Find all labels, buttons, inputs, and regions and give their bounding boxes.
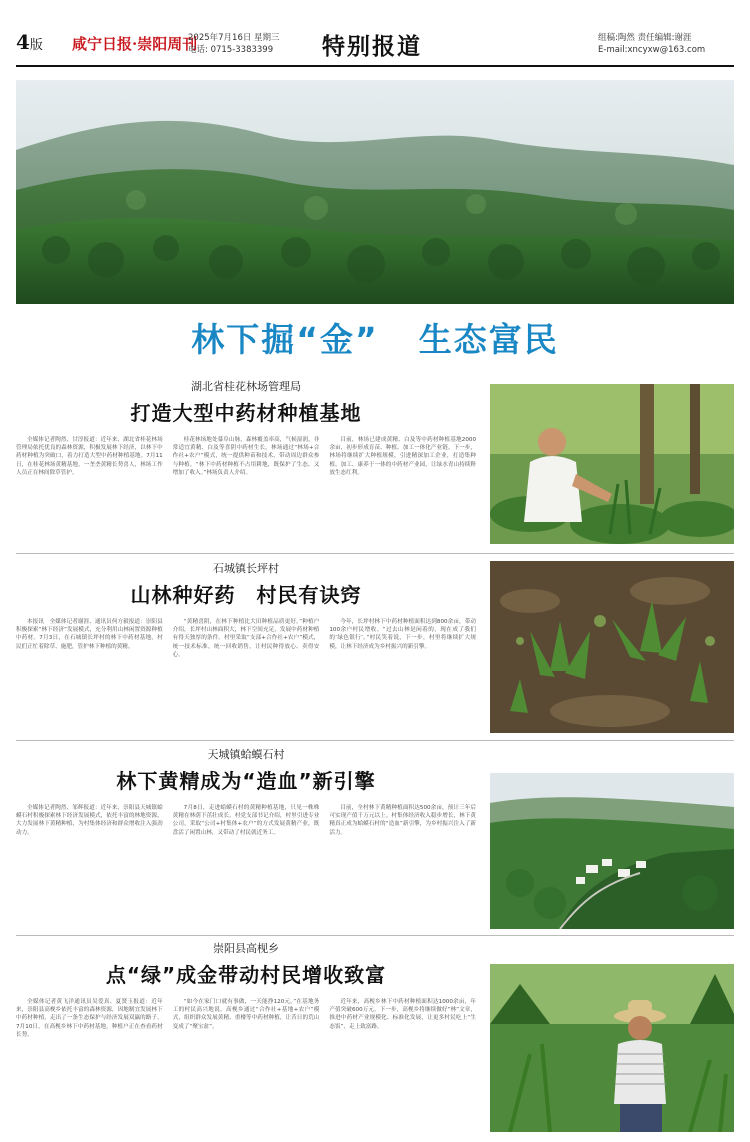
article-body	[16, 998, 476, 1134]
main-headline-part1: 林下掘“金”	[191, 320, 379, 359]
article-kicker: 石城镇长坪村	[213, 562, 279, 575]
farmer-with-hat-photo	[490, 964, 734, 1132]
body-text: 今年，长坪村林下中药材种植面积达到800余亩，带动100余户村民增收。“过去山林是闲着的，现在成了我们的‘绿色银行’。”村民笑着说，下一步，村里将继续扩大规模，让林下经济成为乡村振兴的新引擎。	[329, 619, 477, 650]
page-number: 4版	[16, 30, 43, 54]
section-divider	[16, 740, 734, 741]
article-kicker: 崇阳县高枧乡	[213, 942, 279, 955]
section-divider	[16, 553, 734, 554]
inspector-in-field-photo	[490, 384, 734, 544]
article-headline: 林下黄精成为“造血”新引擎	[116, 769, 376, 793]
photo-forest-floor	[490, 561, 734, 733]
masthead-meta	[188, 32, 280, 56]
body-text: “黄精喜阴，在林下种植比大田种植品质更好。”种植户介绍，长坪村山林面积大，林下空间充足，发展中药材种植有得天独厚的条件。村里采取“支部+合作社+农户”模式，统一技术标准，统一回收销售，让村民种得放心、卖得安心。	[172, 619, 320, 658]
body-text: 全媒体记者黄飞洋通讯员吴爱真、夏贤玉报道：近年来，崇阳县高枧乡依托丰富的森林资源，因地制宜发展林下中药材种植，走出了一条生态保护与经济发展双赢的路子。7月10日，在高枧乡林下中药材基地，种植户正在查看药材长势。	[16, 999, 163, 1038]
body-text: 本报讯 全媒体记者谢涯、通讯员何方毅报道：崇阳县积极探索“林下经济”发展模式，充分利用山林闲置资源种植中药材。7月3日，在石城镇长坪村的林下中药材基地，村民们正忙着除草、施肥，管护林下种植的黄精。	[16, 619, 163, 650]
article-headline: 点“绿”成金带动村民增收致富	[105, 963, 387, 987]
editors-line: 组稿:陶然 责任编辑:谢涯	[598, 33, 692, 43]
photo-farmer	[490, 964, 734, 1132]
body-text: 目前，全村林下黄精种植面积达500余亩，预计三年后可实现产值千万元以上。村集体经济收入稳步增长，林下黄精真正成为蛤蟆石村的“造血”新引擎，为乡村振兴注入了新活力。	[329, 805, 477, 836]
phone: 电话: 0715-3383399	[188, 45, 274, 55]
forest-hills-photo	[16, 80, 734, 304]
header-rule	[16, 65, 734, 67]
article-hamashi-village	[16, 746, 476, 914]
masthead	[0, 0, 750, 70]
body-text: 目前，林场已建成黄精、白及等中药材种植基地2000余亩，初步形成育苗、种植、加工一体化产业链。下一步，林场将继续扩大种植规模，引进精深加工企业，打造集种植、加工、康养于一体的中药材产业园，让绿水青山持续释放生态红利。	[329, 437, 477, 476]
article-kicker: 天城镇蛤蟆石村	[207, 748, 285, 761]
article-headline: 山林种好药 村民有诀窍	[130, 583, 362, 607]
article-headline: 打造大型中药材种植基地	[130, 401, 362, 425]
body-text: “如今在家门口就有事做，一天能挣120元。”在基地务工的村民高兴地说。高枧乡通过“合作社+基地+农户”模式，组织群众发展黄精、重楼等中药材种植，让昔日的荒山变成了“聚宝盆”。	[172, 999, 320, 1030]
paper-name: 咸宁日报·崇阳周刊	[72, 35, 198, 53]
article-changping-village	[16, 560, 476, 746]
section-title: 特别报道	[322, 34, 422, 60]
article-body	[16, 618, 476, 746]
article-kicker: 湖北省桂花林场管理局	[191, 380, 301, 393]
forest-floor-herbs-photo	[490, 561, 734, 733]
photo-inspector	[490, 384, 734, 544]
article-body	[16, 436, 476, 560]
main-headline-part2: 生态富民	[418, 320, 559, 359]
main-headline	[16, 314, 734, 361]
body-text: 全媒体记者陶然、邹辉报道：近年来，崇阳县天城镇蛤蟆石村积极探索林下经济发展模式，依托丰富的林地资源，大力发展林下黄精种植，为村集体经济和群众增收注入强劲动力。	[16, 805, 163, 836]
editors-info	[598, 32, 705, 56]
body-text: 桂花林场地处幕阜山脉，森林覆盖率高，气候湿润，非常适宜黄精、白及等喜阴中药材生长。林场通过“林场+合作社+农户”模式，统一提供种苗和技术，带动周边群众参与种植。“林下中药材种植不占用耕地，既保护了生态，又增加了收入。”林场负责人介绍。	[172, 437, 320, 476]
issue-date: 2025年7月16日 星期三	[188, 33, 280, 43]
body-text: 近年来，高枧乡林下中药材种植面积达1000余亩，年产值突破600万元。下一步，高枧乡将继续做好“林”文章，推进中药材产业规模化、标准化发展，让更多村民吃上“生态饭”，走上致富路。	[329, 999, 477, 1030]
article-guihua-forest	[16, 378, 476, 560]
article-gaojian-township	[16, 940, 476, 1134]
email-line: E-mail:xncyxw@163.com	[598, 45, 706, 55]
section-divider	[16, 935, 734, 936]
body-text: 全媒体记者陶然、甘淳报道：近年来，湖北省桂花林场管理局依托优良的森林资源，积极发展林下经济，以林下中药材种植为突破口，着力打造大型中药材种植基地。7月11日，在桂花林场黄精基地，一垄垄黄精长势喜人，林场工作人员正在林间除草管护。	[16, 437, 163, 476]
hero-photo	[16, 80, 734, 304]
village-valley-photo	[490, 773, 734, 929]
body-text: 7月8日，走进蛤蟆石村的黄精种植基地，只见一株株黄精在林荫下茁壮成长。村党支部书记介绍，村里引进专业公司，采取“公司+村集体+农户”的方式发展黄精产业，既盘活了闲置山林，又带动了村民就近务工。	[172, 805, 320, 836]
article-body	[16, 804, 476, 914]
photo-village-valley	[490, 773, 734, 929]
